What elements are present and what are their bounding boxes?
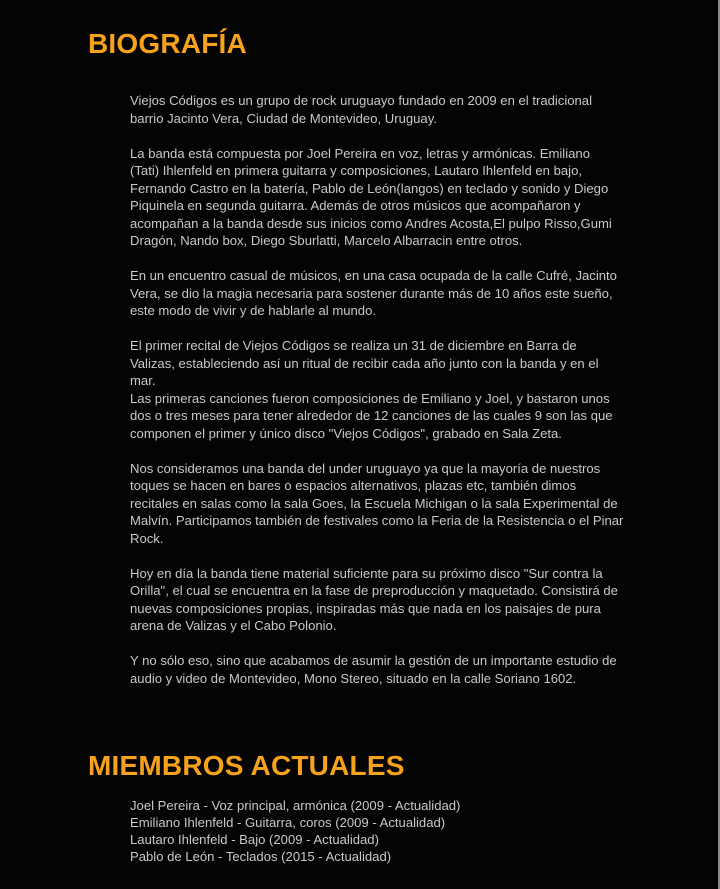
biography-paragraph: En un encuentro casual de músicos, en una casa ocupada de la calle Cufré, Jacinto Vera, se dio la magia necesaria para sostener durante más de 10 años este sueño, este modo de vivir y de hablarle al mundo. [130, 268, 617, 318]
member-item: Lautaro Ihlenfeld - Bajo (2009 - Actualidad) [130, 832, 379, 847]
member-item: Emiliano Ihlenfeld - Guitarra, coros (2009 - Actualidad) [130, 815, 446, 830]
biography-paragraph: El primer recital de Viejos Códigos se realiza un 31 de diciembre en Barra de Valizas, estableciendo así un ritual de recibir cada año junto con la banda y en el mar. Las primeras canciones fueron composiciones de Emiliano y Joel, y bastaron unos dos o tres meses para tener alrededor de 12 canciones de las cuales 9 son las que componen el primer y único disco "Viejos Códigos", grabado en Sala Zeta. [130, 338, 613, 441]
biography-paragraph: Hoy en día la banda tiene material suficiente para su próximo disco "Sur contra la Orilla", el cual se encuentra en la fase de preproducción y maquetado. Consistirá de nuevas composiciones propias, inspiradas más que nada en los paisajes de pura arena de Valizas y el Cabo Polonio. [130, 565, 618, 633]
biography-paragraph: Viejos Códigos es un grupo de rock uruguayo fundado en 2009 en el tradicional barrio Jacinto Vera, Ciudad de Montevideo, Uruguay. [130, 93, 593, 126]
members-heading: MIEMBROS ACTUALES [88, 750, 405, 781]
members-list [130, 797, 650, 865]
biography-paragraph: Y no sólo eso, sino que acabamos de asumir la gestión de un importante estudio de audio y video de Montevideo, Mono Stereo, situado en la calle Soriano 1602. [130, 653, 617, 686]
member-item: Pablo de León - Teclados (2015 - Actualidad) [130, 849, 392, 864]
biography-paragraph: La banda está compuesta por Joel Pereira en voz, letras y armónicas. Emiliano (Tati) Ihlenfeld en primera guitarra y composiciones, Lautaro Ihlenfeld en bajo, Fernando Castro en la batería, Pablo de León(langos) en teclado y sonido y Diego Piquinela en segunda guitarra. Además de otros músicos que acompañaron y acompañan a la banda desde sus inicios como Andres Acosta,El pulpo Risso,Gumi Dragón, Nando box, Diego Sburlatti, Marcelo Albarracin entre otros. [130, 145, 612, 248]
biography-paragraph: Nos consideramos una banda del under uruguayo ya que la mayoría de nuestros toques se hacen en bares o espacios alternativos, plazas etc, también dimos recitales en salas como la sala Goes, la Escuela Michigan o la sala Experimental de Malvín. Participamos también de festivales como la Feria de la Resistencia o el Pinar Rock. [130, 460, 624, 546]
member-item: Joel Pereira - Voz principal, armónica (2009 - Actualidad) [130, 798, 461, 813]
biography-body [130, 92, 650, 705]
biography-heading: BIOGRAFÍA [88, 28, 247, 59]
